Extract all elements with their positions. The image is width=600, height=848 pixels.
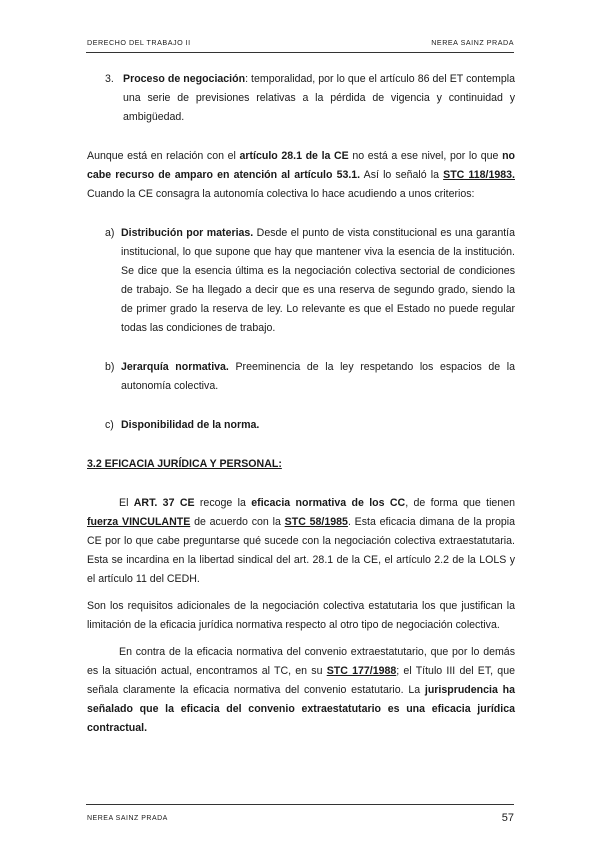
list-item-c [87,416,515,435]
term-text: Preeminencia de la ley respetando los espacios de la autonomía colectiva. [121,361,515,392]
text-run: de acuerdo con la [190,516,285,528]
paragraph-extraestatutario [87,643,515,738]
term-bold: Jerarquía normativa. [121,361,229,373]
list-item-3 [87,70,515,127]
footer-author: NEREA SAINZ PRADA [87,814,168,822]
bold-run: artículo 28.1 de la CE [239,150,349,162]
bold-run: no cabe recurso de amparo en atención al artículo 53.1. [87,150,516,181]
case-reference: STC 177/1988 [326,665,397,677]
paragraph-eficacia [87,494,515,589]
header-author: NEREA SAINZ PRADA [431,38,514,47]
header-divider [86,52,514,53]
list-letter: b) [105,361,115,373]
list-text [121,358,515,396]
paragraph-amparo [87,147,515,204]
page-footer [87,812,514,824]
term-text: : temporalidad, por lo que el artículo 86 del ET contempla una serie de previsiones relativas a la pérdida de vigencia y continuidad y ambigüedad. [123,73,515,123]
section-heading: 3.2 EFICACIA JURÍDICA Y PERSONAL: [87,458,282,470]
text-run: En contra de la eficacia normativa del convenio extraestatutario, que por lo demás es la situación actual, encontramos al TC, en su [87,646,515,677]
term-bold: Distribución por materias. [121,227,254,239]
text-run: recoge la [194,497,252,509]
header-course-title: DERECHO DEL TRABAJO II [87,38,191,47]
term-bold: Proceso de negociación [123,73,246,85]
list-item-b [87,358,515,396]
case-reference: STC 118/1983. [443,169,515,181]
text-run: . Esta eficacia dimana de la propia CE por lo que cabe preguntarse qué sucede con la negociación colectiva extraestatutaria. Esta se incardina en la libertad sindical del art. 28.1 de la CE, el artículo 2.2 de la LOLS y el artículo 11 del CEDH. [87,516,515,585]
page-body [87,70,515,738]
bold-run: ART. 37 CE [133,497,195,509]
bold-run: jurisprudencia ha señalado que la eficacia del convenio extraestatutario es una eficacia jurídica contractual. [87,684,515,734]
term-bold: Disponibilidad de la norma. [121,419,260,431]
list-item-a [87,224,515,338]
list-text [121,224,515,338]
text-run: ; el Título III del ET, que señala claramente la eficacia normativa del convenio estatutario. La [87,665,515,696]
text-run: Cuando la CE consagra la autonomía colectiva lo hace acudiendo a unos criterios: [87,188,475,200]
text-run: , de forma que tienen [405,497,515,509]
list-number: 3. [105,73,114,85]
footer-divider [86,804,514,805]
list-text [123,70,515,127]
term-text: Desde el punto de vista constitucional es una garantía institucional, lo que supone que hay que mantener viva la esencia de la institución. Se dice que la esencia última es la negociación colectiva sectorial de condiciones de trabajo. Se ha llegado a decir que es una reserva de segundo grado, siendo la de primer grado la reserva de ley. Lo relevante es que el Estado no puede regular todas las condiciones de trabajo. [121,227,515,334]
bold-underlined-run: fuerza VINCULANTE [87,516,191,528]
case-reference: STC 58/1985 [284,516,348,528]
text-run: El [119,497,134,509]
list-letter: c) [105,419,114,431]
list-text [121,416,515,435]
list-letter: a) [105,227,115,239]
paragraph-requisitos: Son los requisitos adicionales de la negociación colectiva estatutaria los que justifican la limitación de la eficacia jurídica normativa respecto al otro tipo de negociación colectiva. [87,600,515,631]
text-run: Aunque está en relación con el [87,150,240,162]
bold-run: eficacia normativa de los CC [251,497,406,509]
page-number: 57 [501,812,514,824]
text-run: no está a ese nivel, por lo que [348,150,503,162]
page-header [87,38,514,47]
text-run: Así lo señaló la [360,169,444,181]
